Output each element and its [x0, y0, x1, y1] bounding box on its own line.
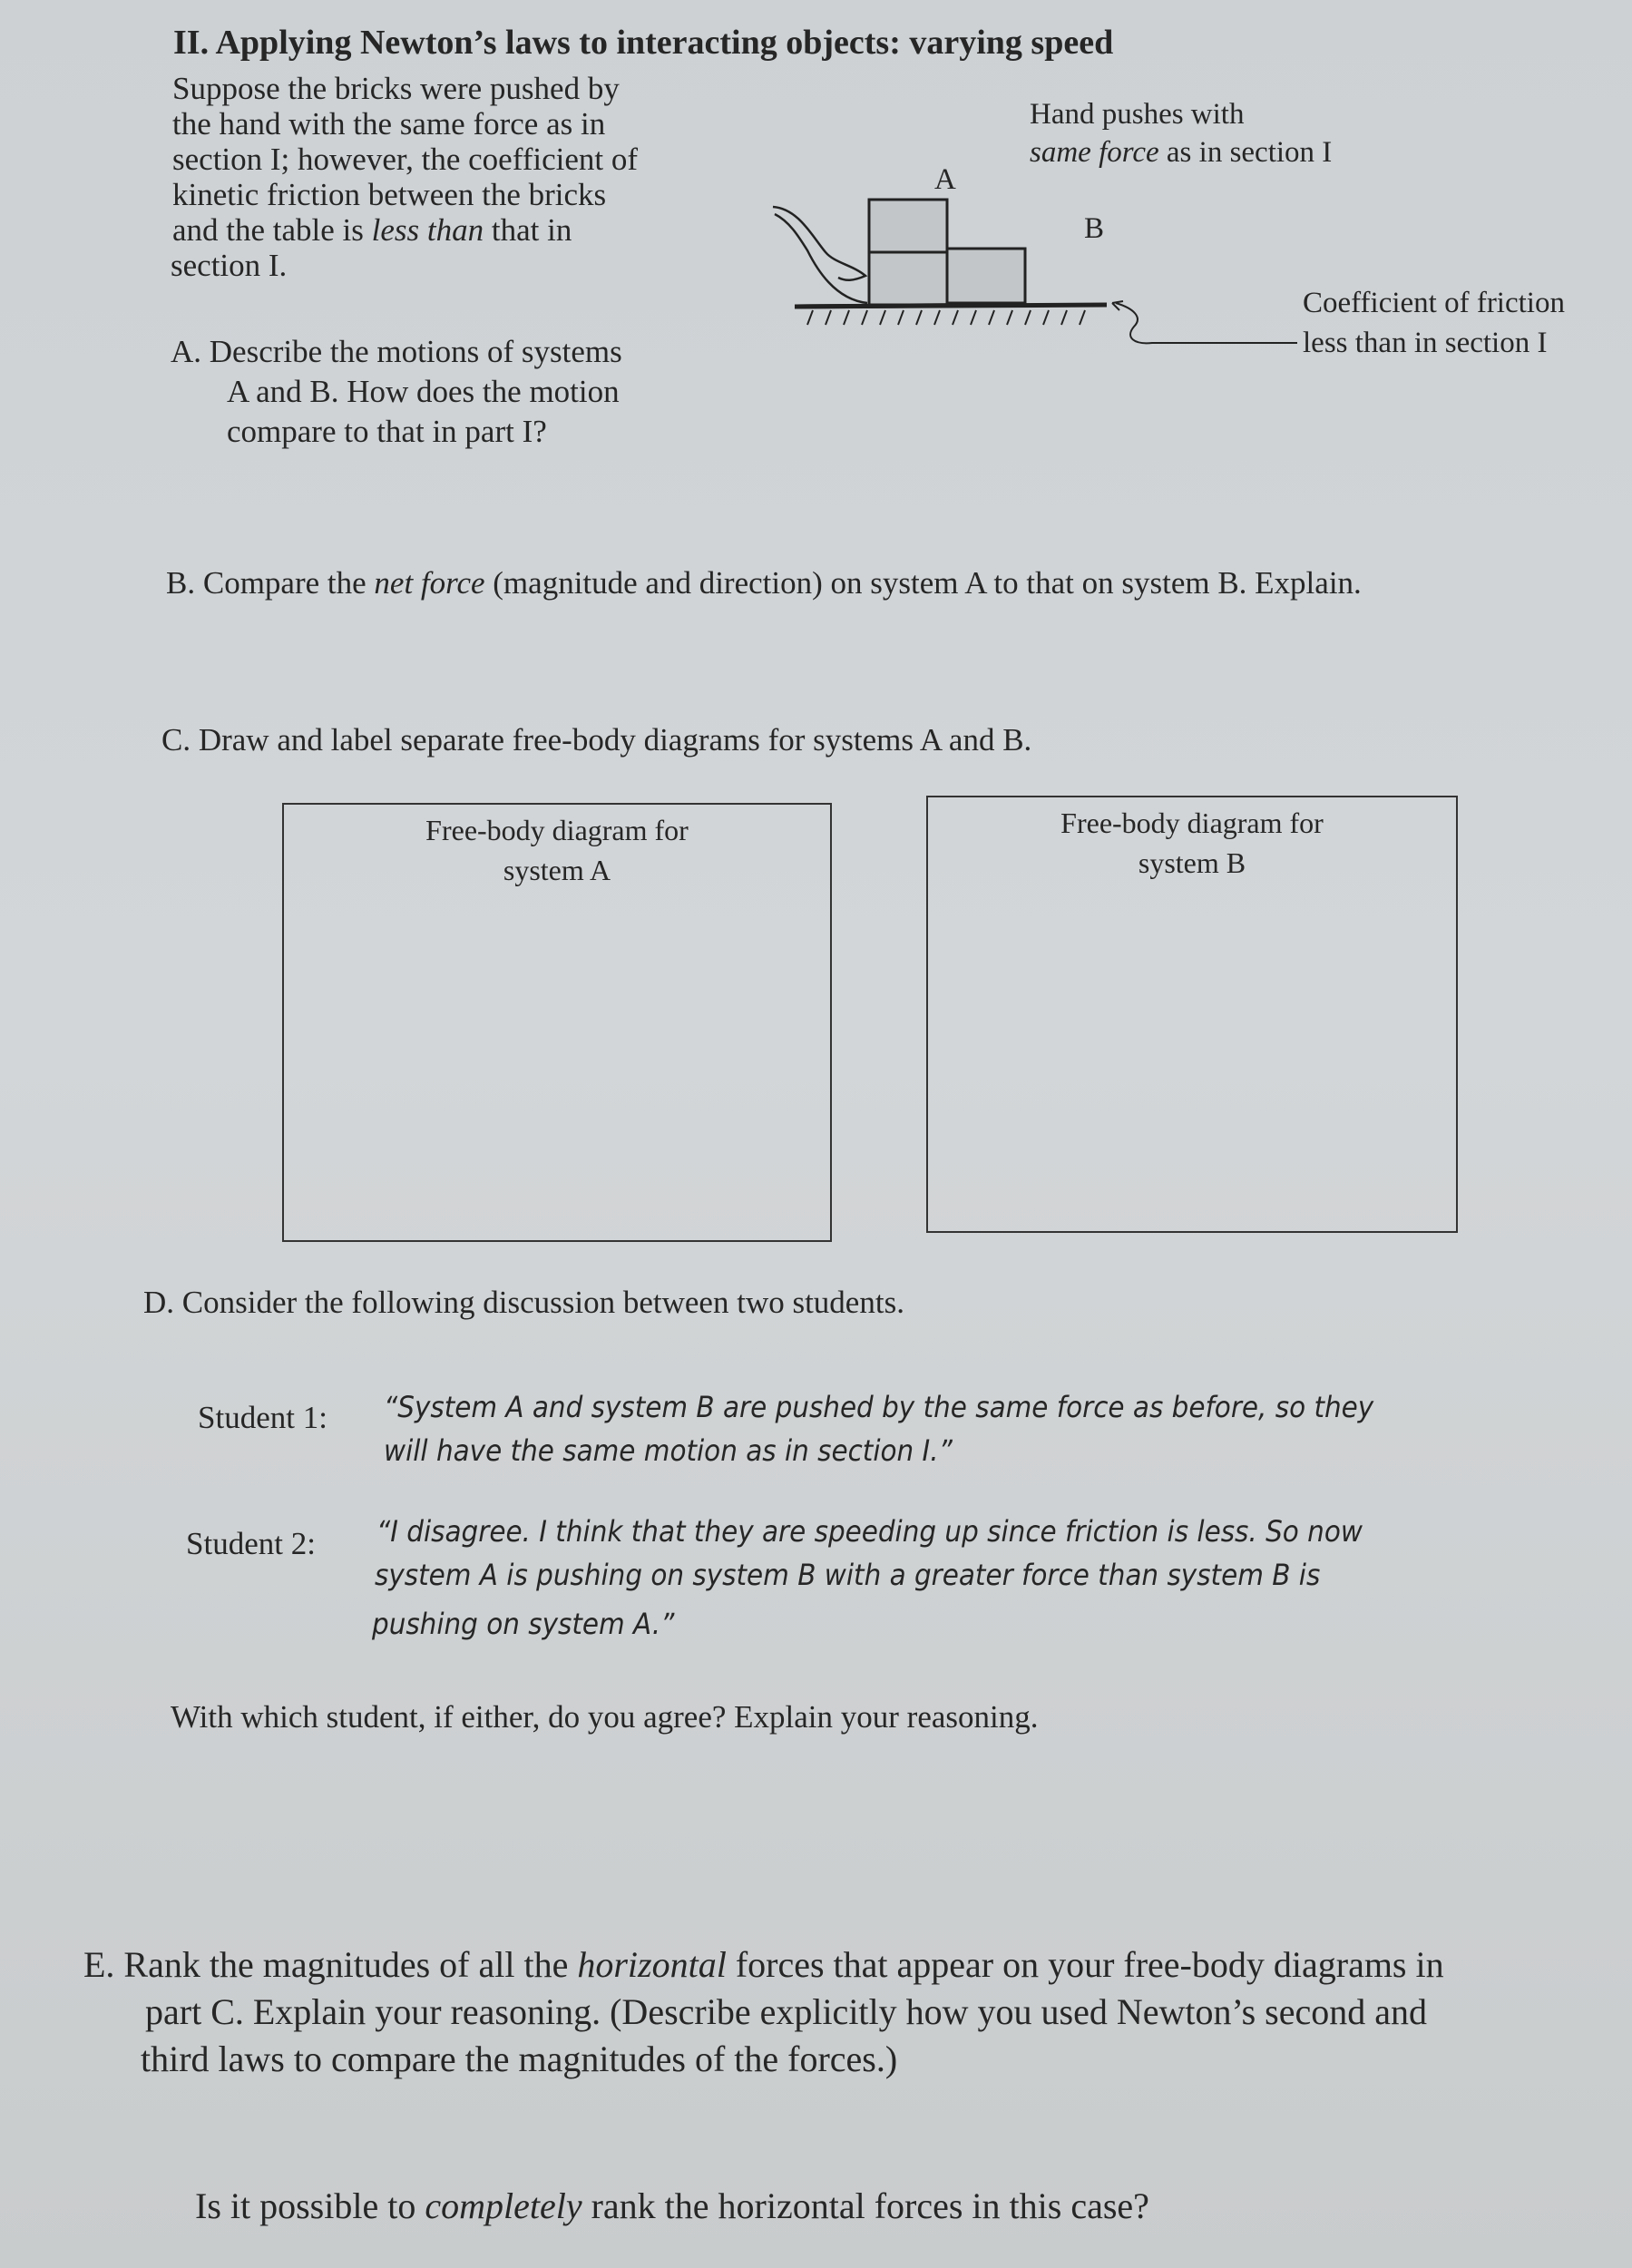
brick-a-label: A — [934, 163, 956, 196]
fbd-b-caption: system B — [1138, 846, 1246, 879]
part-b-text: (magnitude and direction) on system A to that on system B. Explain. — [484, 565, 1362, 601]
part-e-emphasis: horizontal — [577, 1944, 727, 1985]
part-e-question: part C. Explain your reasoning. (Describe explicitly how you used Newton’s second and — [145, 1991, 1428, 2032]
student-1-quote: “System A and system B are pushed by the same force as before, so they — [384, 1390, 1374, 1424]
part-e-text: forces that appear on your free-body diagrams in — [726, 1944, 1444, 1985]
part-e-question — [83, 1944, 1444, 1985]
friction-arrow-icon — [1116, 303, 1297, 343]
part-b-emphasis: net force — [374, 565, 485, 601]
part-a-question: A. Describe the motions of systems — [171, 334, 622, 369]
friction-label: less than in section I — [1303, 327, 1548, 359]
part-a-question: A and B. How does the motion — [227, 374, 620, 409]
student-2-quote: pushing on system A.” — [372, 1607, 675, 1641]
bricks-diagram — [762, 181, 1306, 363]
hand-label: Hand pushes with — [1030, 98, 1245, 131]
brick-b — [947, 249, 1025, 303]
fbd-box-system-a[interactable] — [282, 803, 832, 1242]
part-d-question: D. Consider the following discussion between two students. — [143, 1285, 904, 1320]
fbd-box-system-b[interactable] — [926, 796, 1458, 1233]
brick-b-label: B — [1084, 212, 1105, 245]
intro-text: and the table is — [172, 212, 372, 248]
final-question-text: Is it possible to — [195, 2185, 425, 2226]
intro-line: the hand with the same force as in — [172, 106, 606, 142]
part-b-text: B. Compare the — [166, 565, 375, 601]
hand-icon — [773, 207, 867, 303]
hand-label-text: as in section I — [1158, 136, 1333, 169]
part-b-question — [166, 567, 1362, 599]
brick-a — [869, 200, 947, 305]
intro-line: Suppose the bricks were pushed by — [172, 71, 620, 106]
student-1-quote: will have the same motion as in section I.” — [384, 1433, 953, 1468]
hand-label — [1030, 138, 1332, 168]
fbd-a-caption: system A — [503, 854, 611, 886]
student-2-quote: system A is pushing on system B with a greater force than system B is — [375, 1558, 1321, 1592]
part-c-question: C. Draw and label separate free-body diagrams for systems A and B. — [161, 722, 1032, 758]
fbd-a-caption: Free-body diagram for — [425, 814, 689, 846]
final-question — [195, 2185, 1149, 2226]
student-2-label: Student 2: — [186, 1526, 316, 1561]
fbd-b-caption: Free-body diagram for — [1060, 807, 1324, 839]
final-question-emphasis: completely — [425, 2185, 582, 2226]
intro-text: that in — [484, 212, 572, 248]
intro-line: section I. — [171, 248, 288, 283]
agree-question: With which student, if either, do you agree? Explain your reasoning. — [171, 1699, 1039, 1735]
intro-emphasis: less than — [371, 212, 484, 248]
final-question-text: rank the horizontal forces in this case? — [581, 2185, 1149, 2226]
intro-line — [172, 214, 572, 246]
hand-label-emphasis: same force — [1030, 136, 1159, 169]
student-2-quote: “I disagree. I think that they are speeding up since friction is less. So now — [376, 1514, 1363, 1549]
part-e-question: third laws to compare the magnitudes of the forces.) — [141, 2038, 898, 2079]
intro-line: kinetic friction between the bricks — [172, 177, 607, 212]
friction-label: Coefficient of friction — [1303, 287, 1565, 319]
intro-line: section I; however, the coefficient of — [172, 142, 639, 177]
part-a-question: compare to that in part I? — [227, 414, 547, 449]
section-title: II. Applying Newton’s laws to interacting objects: varying speed — [173, 24, 1114, 62]
table-hatching — [807, 310, 1012, 325]
student-1-label: Student 1: — [198, 1400, 327, 1435]
part-e-text: E. Rank the magnitudes of all the — [83, 1944, 578, 1985]
